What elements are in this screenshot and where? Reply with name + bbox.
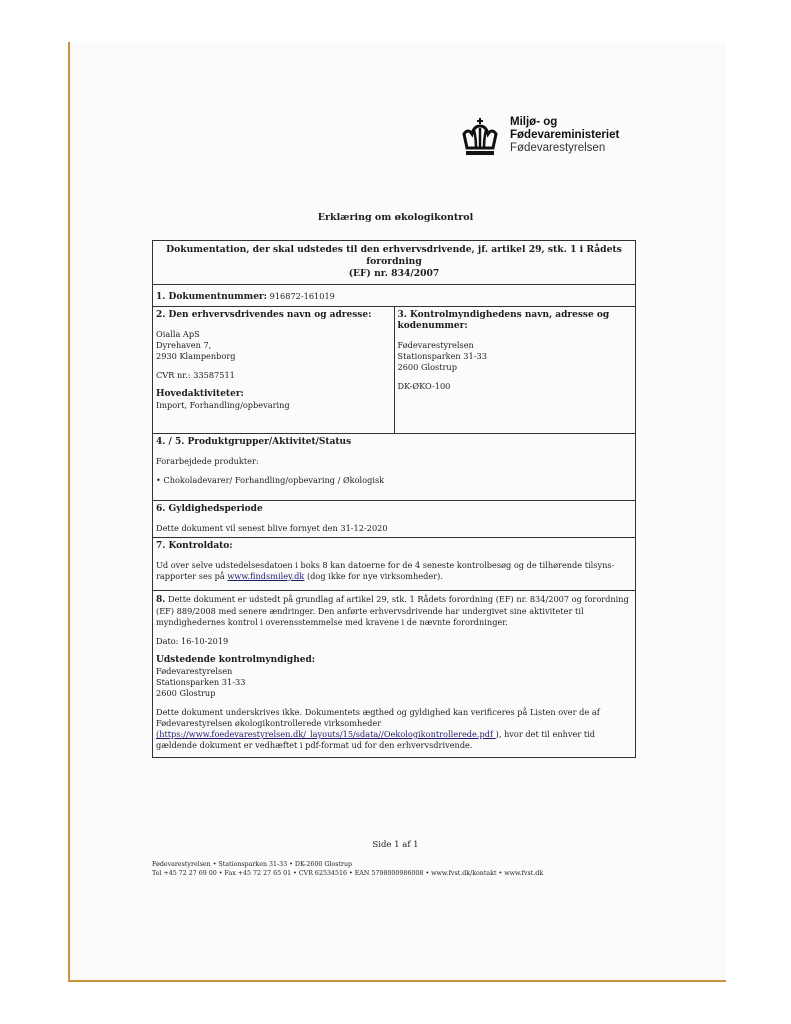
logo-line-3: Fødevarestyrelsen [510,142,606,154]
findsmiley-link[interactable]: www.findsmiley.dk [227,571,305,581]
footer: Fødevarestyrelsen • Stationsparken 31-33 • DK-2600 Glostrup Tel +45 72 27 69 00 • Fax +45 72 27 65 01 • CVR 62534516 • EAN 5798000986008 • www.fvst.dk/kontakt • www.fvst.dk [152,861,544,877]
authority-city: 2600 Glostrup [397,362,457,372]
logo-line-2: Fødevareministeriet [510,129,620,141]
page-number: Side 1 af 1 [372,840,419,850]
table-heading: Dokumentation, der skal udstedes til den erhvervsdrivende, jf. artikel 29, stk. 1 i Rådets forordning (EF) nr. 834/2007 [166,244,622,279]
verification-link[interactable]: (https://www.foedevarestyrelsen.dk/_layouts/15/sdata//Oekologikontrollerede.pdf [156,729,496,739]
section-8: 8. Dette dokument er udstedt på grundlag af artikel 29, stk. 1 Rådets forordning (EF) nr. 834/2007 og forordning (EF) 889/2008 med senere ændringer. Den anførte erhvervsdrivende har undergivet sine aktiviteter til myndighedernes kontrol i overensstemmelse med kravene i de nævnte forordninger. Dato: 16-10-2019 Udstedende kontrolmyndighed: Fødevarestyrelsen Stationsparken 31-33 2600 Glostrup Dette dokument underskrives ikke. Dokumentets ægthed og gyldighed kan verificeres på Listen over de af Fødevarestyrelsen økologikontrollerede virksomheder (https://www.foedevarestyrelsen.dk/_layouts/15/sdata//Oekologikontrollerede.pdf ), hvor det til enhver tid gældende dokument er vedhæftet i pdf-format ud for den erhvervsdrivende. [153,590,635,757]
section-2: 2. Den erhvervsdrivendes navn og adresse: Oialla ApS Dyrehaven 7, 2930 Klampenborg CVR nr.: 33587511 Hovedaktiviteter: Import, Forhandling/opbevaring [153,307,395,433]
main-activities: Import, Forhandling/opbevaring [156,400,290,410]
document-title: Erklæring om økologikontrol [317,212,474,223]
operator-name: Oialla ApS [156,329,200,339]
operator-city: 2930 Klampenborg [156,351,236,361]
authority-street: Stationsparken 31-33 [397,351,487,361]
authority-name: Fødevarestyrelsen [397,340,474,350]
doc-number-label: 1. Dokumentnummer: [156,292,267,302]
doc-number-value: 916872-161019 [269,291,335,301]
logo-line-1: Miljø- og [510,116,558,128]
ministry-logo [460,116,619,158]
operator-street: Dyrehaven 7, [156,340,212,350]
crown-icon [460,116,500,158]
section-3: 3. Kontrolmyndighedens navn, adresse og kodenummer: Fødevarestyrelsen Stationsparken 31-33 2600 Glostrup DK-ØKO-100 [395,307,636,433]
doc-number-row [153,284,635,306]
authority-code: DK-ØKO-100 [397,381,451,391]
section-6: 6. Gyldighedsperiode Dette dokument vil senest blive fornyet den 31-12-2020 [153,500,635,537]
section-7: 7. Kontroldato: Ud over selve udstedelsesdatoen i boks 8 kan datoerne for de 4 seneste kontrolbesøg og de tilhørende tilsyns- rapporter ses på www.findsmiley.dk (dog ikke for nye virksomheder). [153,537,635,590]
validity-text: Dette dokument vil senest blive fornyet den 31-12-2020 [156,523,388,533]
parties-row [153,306,635,433]
declaration-table [152,240,636,758]
issue-date: Dato: 16-10-2019 [156,636,229,646]
section-4-5: 4. / 5. Produktgrupper/Aktivitet/Status Forarbejdede produkter: • Chokoladevarer/ Forhandling/opbevaring / Økologisk [153,433,635,500]
product-item: • Chokoladevarer/ Forhandling/opbevaring / Økologisk [156,475,385,485]
operator-cvr: CVR nr.: 33587511 [156,370,235,380]
